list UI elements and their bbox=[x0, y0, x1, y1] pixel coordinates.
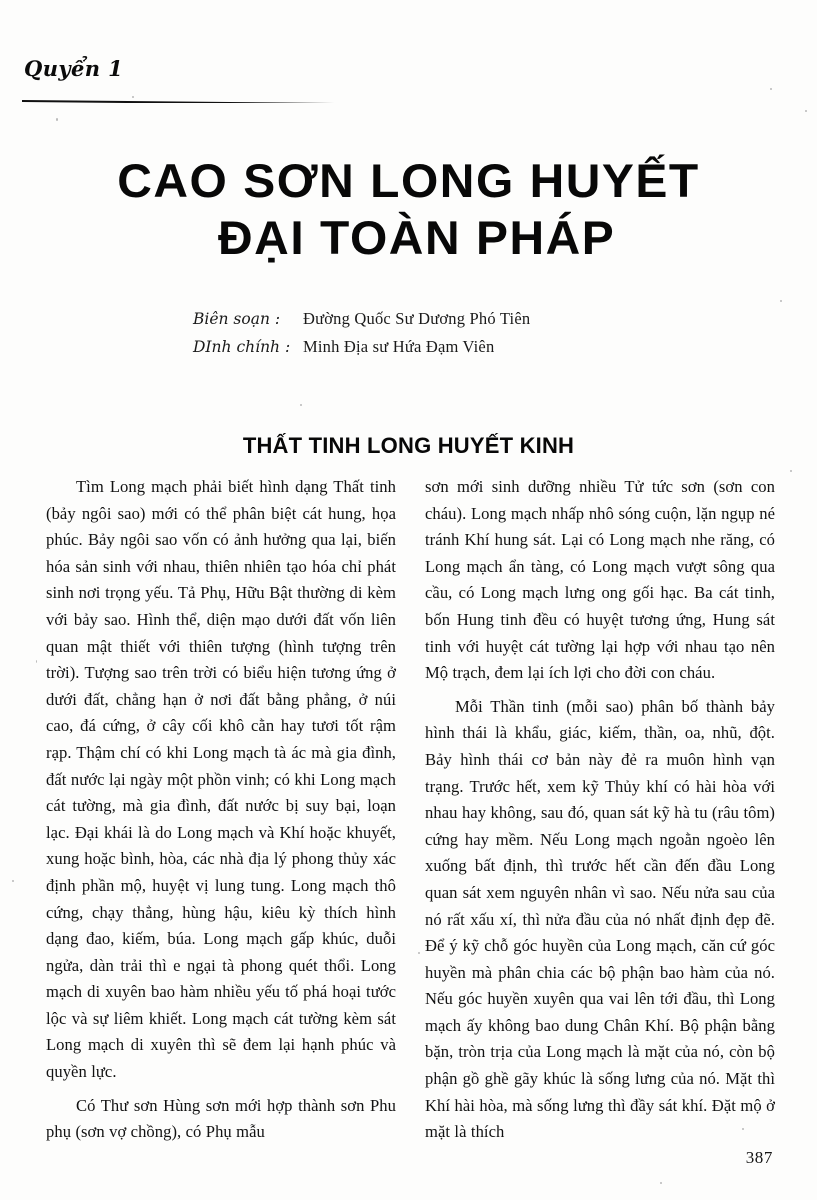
body-column-left bbox=[46, 474, 396, 1146]
scan-speckle bbox=[660, 1182, 662, 1184]
credit-value-compiler: Đường Quốc Sư Dương Phó Tiên bbox=[303, 309, 531, 328]
scan-speckle bbox=[790, 470, 792, 472]
scan-speckle bbox=[132, 96, 134, 98]
scan-speckle bbox=[805, 110, 807, 112]
credit-label-editor: DInh chính : bbox=[193, 338, 291, 356]
running-head-volume: Quyển 1 bbox=[24, 56, 124, 81]
book-title-line-1: CAO SƠN LONG HUYẾT bbox=[117, 154, 700, 208]
section-heading: THẤT TINH LONG HUYẾT KINH bbox=[242, 433, 575, 459]
scan-speckle bbox=[12, 880, 14, 882]
credits-block bbox=[193, 305, 530, 361]
body-two-column-layout bbox=[46, 474, 776, 1146]
book-title-line-2: ĐẠI TOÀN PHÁP bbox=[218, 211, 616, 265]
credit-row-editor bbox=[193, 333, 530, 361]
scan-speckle bbox=[300, 404, 302, 406]
page-title bbox=[0, 153, 817, 267]
credit-label-compiler: Biên soạn : bbox=[193, 310, 281, 328]
body-column-right bbox=[425, 474, 775, 1146]
scan-speckle bbox=[780, 300, 782, 302]
scan-speckle bbox=[36, 660, 37, 663]
page-number: 387 bbox=[745, 1148, 773, 1167]
credit-value-editor: Minh Địa sư Hứa Đạm Viên bbox=[303, 337, 495, 356]
header-divider-rule bbox=[22, 100, 800, 103]
paragraph: Mỗi Thần tinh (mỗi sao) phân bố thành bảy hình thái là khẩu, giác, kiếm, thần, oa, nhũ, đột. Bảy hình thái cơ bản này đẻ ra muôn hình vạn trạng. Trước hết, xem kỹ Thủy khí có hài hòa với nhau hay không, sau đó, quan sát kỹ hà tu (râu tôm) cứng hay mềm. Nếu Long mạch ngoằn ngoèo lên xuống bất định, thì trước hết cần đến đầu Long quan sát xem nguyên nhân vì sao. Nếu nửa sau của nó rất xấu xí, thì nửa đầu của nó nhất định đẹp đẽ. Để ý kỹ chỗ góc huyền của Long mạch, căn cứ góc huyền mà phân chia các bộ phận bao hàm của nó. Nếu góc huyền xuyên qua vai lên tới đầu, thì Long mạch ấy không bao dung Chân Khí. Bộ phận bằng bặn, tròn trịa của Long mạch là mặt của nó, còn bộ phận gồ ghề gãy khúc là sống lưng của nó. Mặt thì Khí hài hòa, mà sống lưng thì đầy sát khí. Đặt mộ ở mặt là thích bbox=[425, 696, 775, 1142]
scan-speckle bbox=[770, 88, 772, 90]
paragraph: sơn mới sinh dưỡng nhiều Tử tức sơn (sơn con cháu). Long mạch nhấp nhô sóng cuộn, lặn ngụp né tránh Khí hung sát. Lại có Long mạch nhe răng, có Long mạch ẩn tàng, có Long mạch vượt sông qua cầu, có Long mạch lưng ong gối hạc. Ba cát tinh, bốn Hung tinh đều có huyệt tương ứng, Hung sát tinh với huyệt cát tường lại hợp với nhau tạo nên Mộ trạch, đem lại ích lợi cho đời con cháu. bbox=[425, 477, 775, 683]
scan-speckle bbox=[56, 118, 58, 121]
paragraph: Tìm Long mạch phải biết hình dạng Thất tinh (bảy ngôi sao) mới có thể phân biệt cát hung, họa phúc. Bảy ngôi sao vốn có ảnh hưởng qua lại, biến hóa sản sinh với nhau, thiên nhiên tạo hóa chỉ phát sinh nơi trọng yếu. Tả Phụ, Hữu Bật thường di kèm với bảy sao. Hình thể, diện mạo dưới đất vốn liên quan mật thiết với thiên tượng (hình tượng trên trời). Tượng sao trên trời có biểu hiện tương ứng ở dưới đất, chẳng hạn ở nơi đất bằng phẳng, ở núi cao, đá cứng, ở cây cối khô cằn hay tươi tốt rậm rạp. Thậm chí có khi Long mạch tà ác mà gia đình, đất nước lại ngày một phồn vinh; có khi Long mạch cát tường, mà gia đình, đất nước bị suy bại, loạn lạc. Đại khái là do Long mạch và Khí hoặc khuyết, xung hoặc bình, hòa, các nhà địa lý phong thủy xác định phần mộ, huyệt vị lung tung. Long mạch thô cứng, chạy thẳng, hùng hậu, kiêu kỳ thích hình dạng đao, kiếm, búa. Long mạch gấp khúc, duỗi ngửa, dàn trải thì e ngại tà phong quét thổi. Long mạch di xuyên bao hàm nhiều yếu tố phá hoại tước lộc và sự liêm khiết. Long mạch cát tường kèm sát Long mạch di xuyên thì sẽ đem lại hạnh phúc và quyền lực. bbox=[46, 477, 396, 1082]
paragraph: Có Thư sơn Hùng sơn mới hợp thành sơn Phu phụ (sơn vợ chồng), có Phụ mẫu bbox=[46, 1095, 396, 1142]
credit-row-compiler bbox=[193, 305, 530, 333]
